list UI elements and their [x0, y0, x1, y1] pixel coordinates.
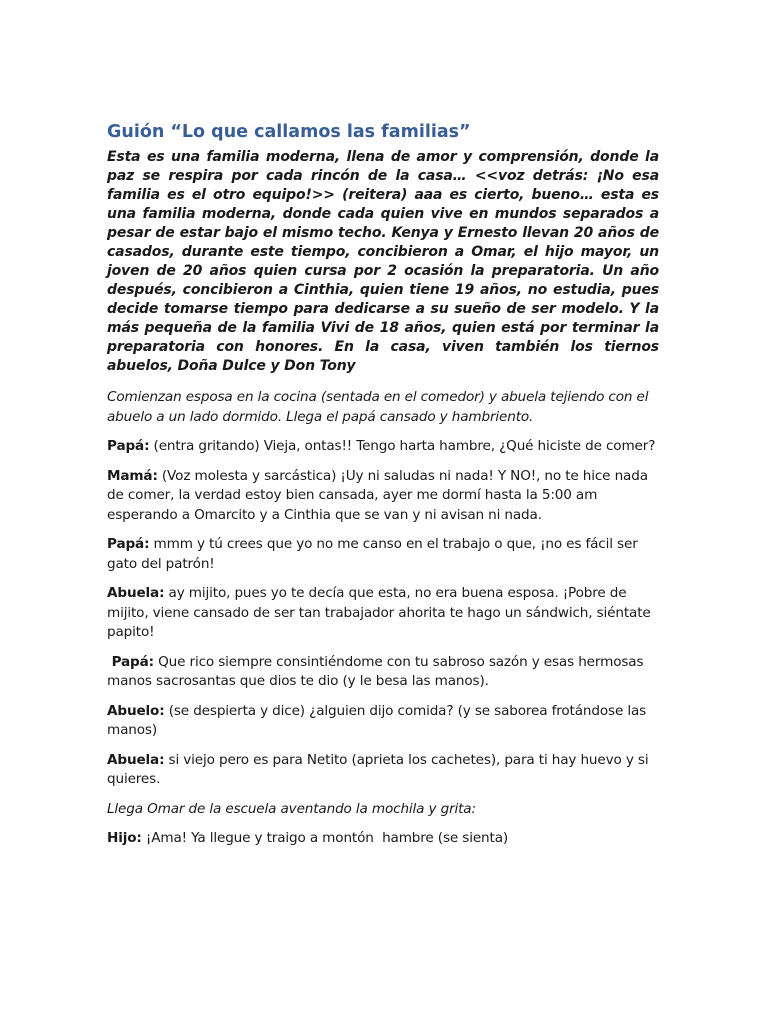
- dialogue-text: (entra gritando) Vieja, ontas!! Tengo harta hambre, ¿Qué hiciste de comer?: [149, 438, 656, 454]
- speaker-name: Abuela:: [107, 751, 165, 768]
- dialogue-line: [107, 702, 659, 741]
- dialogue-text: mmm y tú crees que yo no me canso en el trabajo o que, ¡no es fácil ser gato del patrón!: [107, 536, 638, 572]
- speaker-name: Papá:: [107, 653, 154, 670]
- dialogue-line: [107, 467, 659, 526]
- dialogue-text: (Voz molesta y sarcástica) ¡Uy ni saludas ni nada! Y NO!, no te hice nada de comer, la verdad estoy bien cansada, ayer me dormí hasta la 5:00 am esperando a Omarcito y a Cinthia que se van y ni avisan ni nada.: [107, 467, 648, 523]
- dialogue-text: (se despierta y dice) ¿alguien dijo comida? (y se saborea frotándose las manos): [107, 702, 647, 738]
- speaker-name: Hijo:: [107, 830, 142, 846]
- speaker-name: Papá:: [107, 438, 150, 454]
- speaker-name: Abuela:: [107, 585, 165, 601]
- stage-direction: Comienzan esposa en la cocina (sentada en el comedor) y abuela tejiendo con el abuelo a un lado dormido. Llega el papá cansado y hambriento.: [107, 389, 649, 425]
- speaker-name: Abuelo:: [107, 702, 165, 719]
- dialogue-text: ay mijito, pues yo te decía que esta, no era buena esposa. ¡Pobre de mijito, viene cansado de ser tan trabajador ahorita te hago un sándwich, siéntate papito!: [107, 585, 651, 640]
- dialogue-line: [107, 584, 659, 643]
- stage-direction: Llega Omar de la escuela aventando la mochila y grita:: [107, 800, 476, 817]
- dialogue-line: [107, 535, 659, 574]
- dialogue-line: [107, 829, 659, 849]
- dialogue-line: [107, 653, 659, 692]
- dialogue-text: si viejo pero es para Netito (aprieta los cachetes), para ti hay huevo y si quieres.: [107, 751, 649, 787]
- speaker-name: Papá:: [107, 536, 150, 552]
- intro-paragraph: Esta es una familia moderna, llena de amor y comprensión, donde la paz se respira por cada rincón de la casa… <<voz detrás: ¡No esa familia es el otro equipo!>> (reitera) aaa es cierto, bueno… esta es una familia moderna, donde cada quien vive en mundos separados a pesar de estar bajo el mismo techo. Kenya y Ernesto llevan 20 años de casados, durante este tiempo, concibieron a Omar, el hijo mayor, un joven de 20 años quien cursa por 2 ocasión la preparatoria. Un año después, concibieron a Cinthia, quien tiene 19 años, no estudia, pues decide tomarse tiempo para dedicarse a su sueño de ser modelo. Y la más pequeña de la familia Vivi de 18 años, quien está por terminar la preparatoria con honores. En la casa, viven también los tiernos abuelos, Doña Dulce y Don Tony: [107, 149, 659, 374]
- dialogue-text: ¡Ama! Ya llegue y traigo a montón hambre (se sienta): [141, 830, 509, 846]
- speaker-name: Mamá:: [107, 467, 158, 484]
- dialogue-line: [107, 751, 659, 790]
- dialogue-line: [107, 437, 659, 457]
- document-page: [107, 120, 659, 859]
- document-title: Guión “Lo que callamos las familias”: [107, 122, 471, 142]
- dialogue-text: Que rico siempre consintiéndome con tu sabroso sazón y esas hermosas manos sacrosantas que dios te dio (y le besa las manos).: [107, 653, 644, 689]
